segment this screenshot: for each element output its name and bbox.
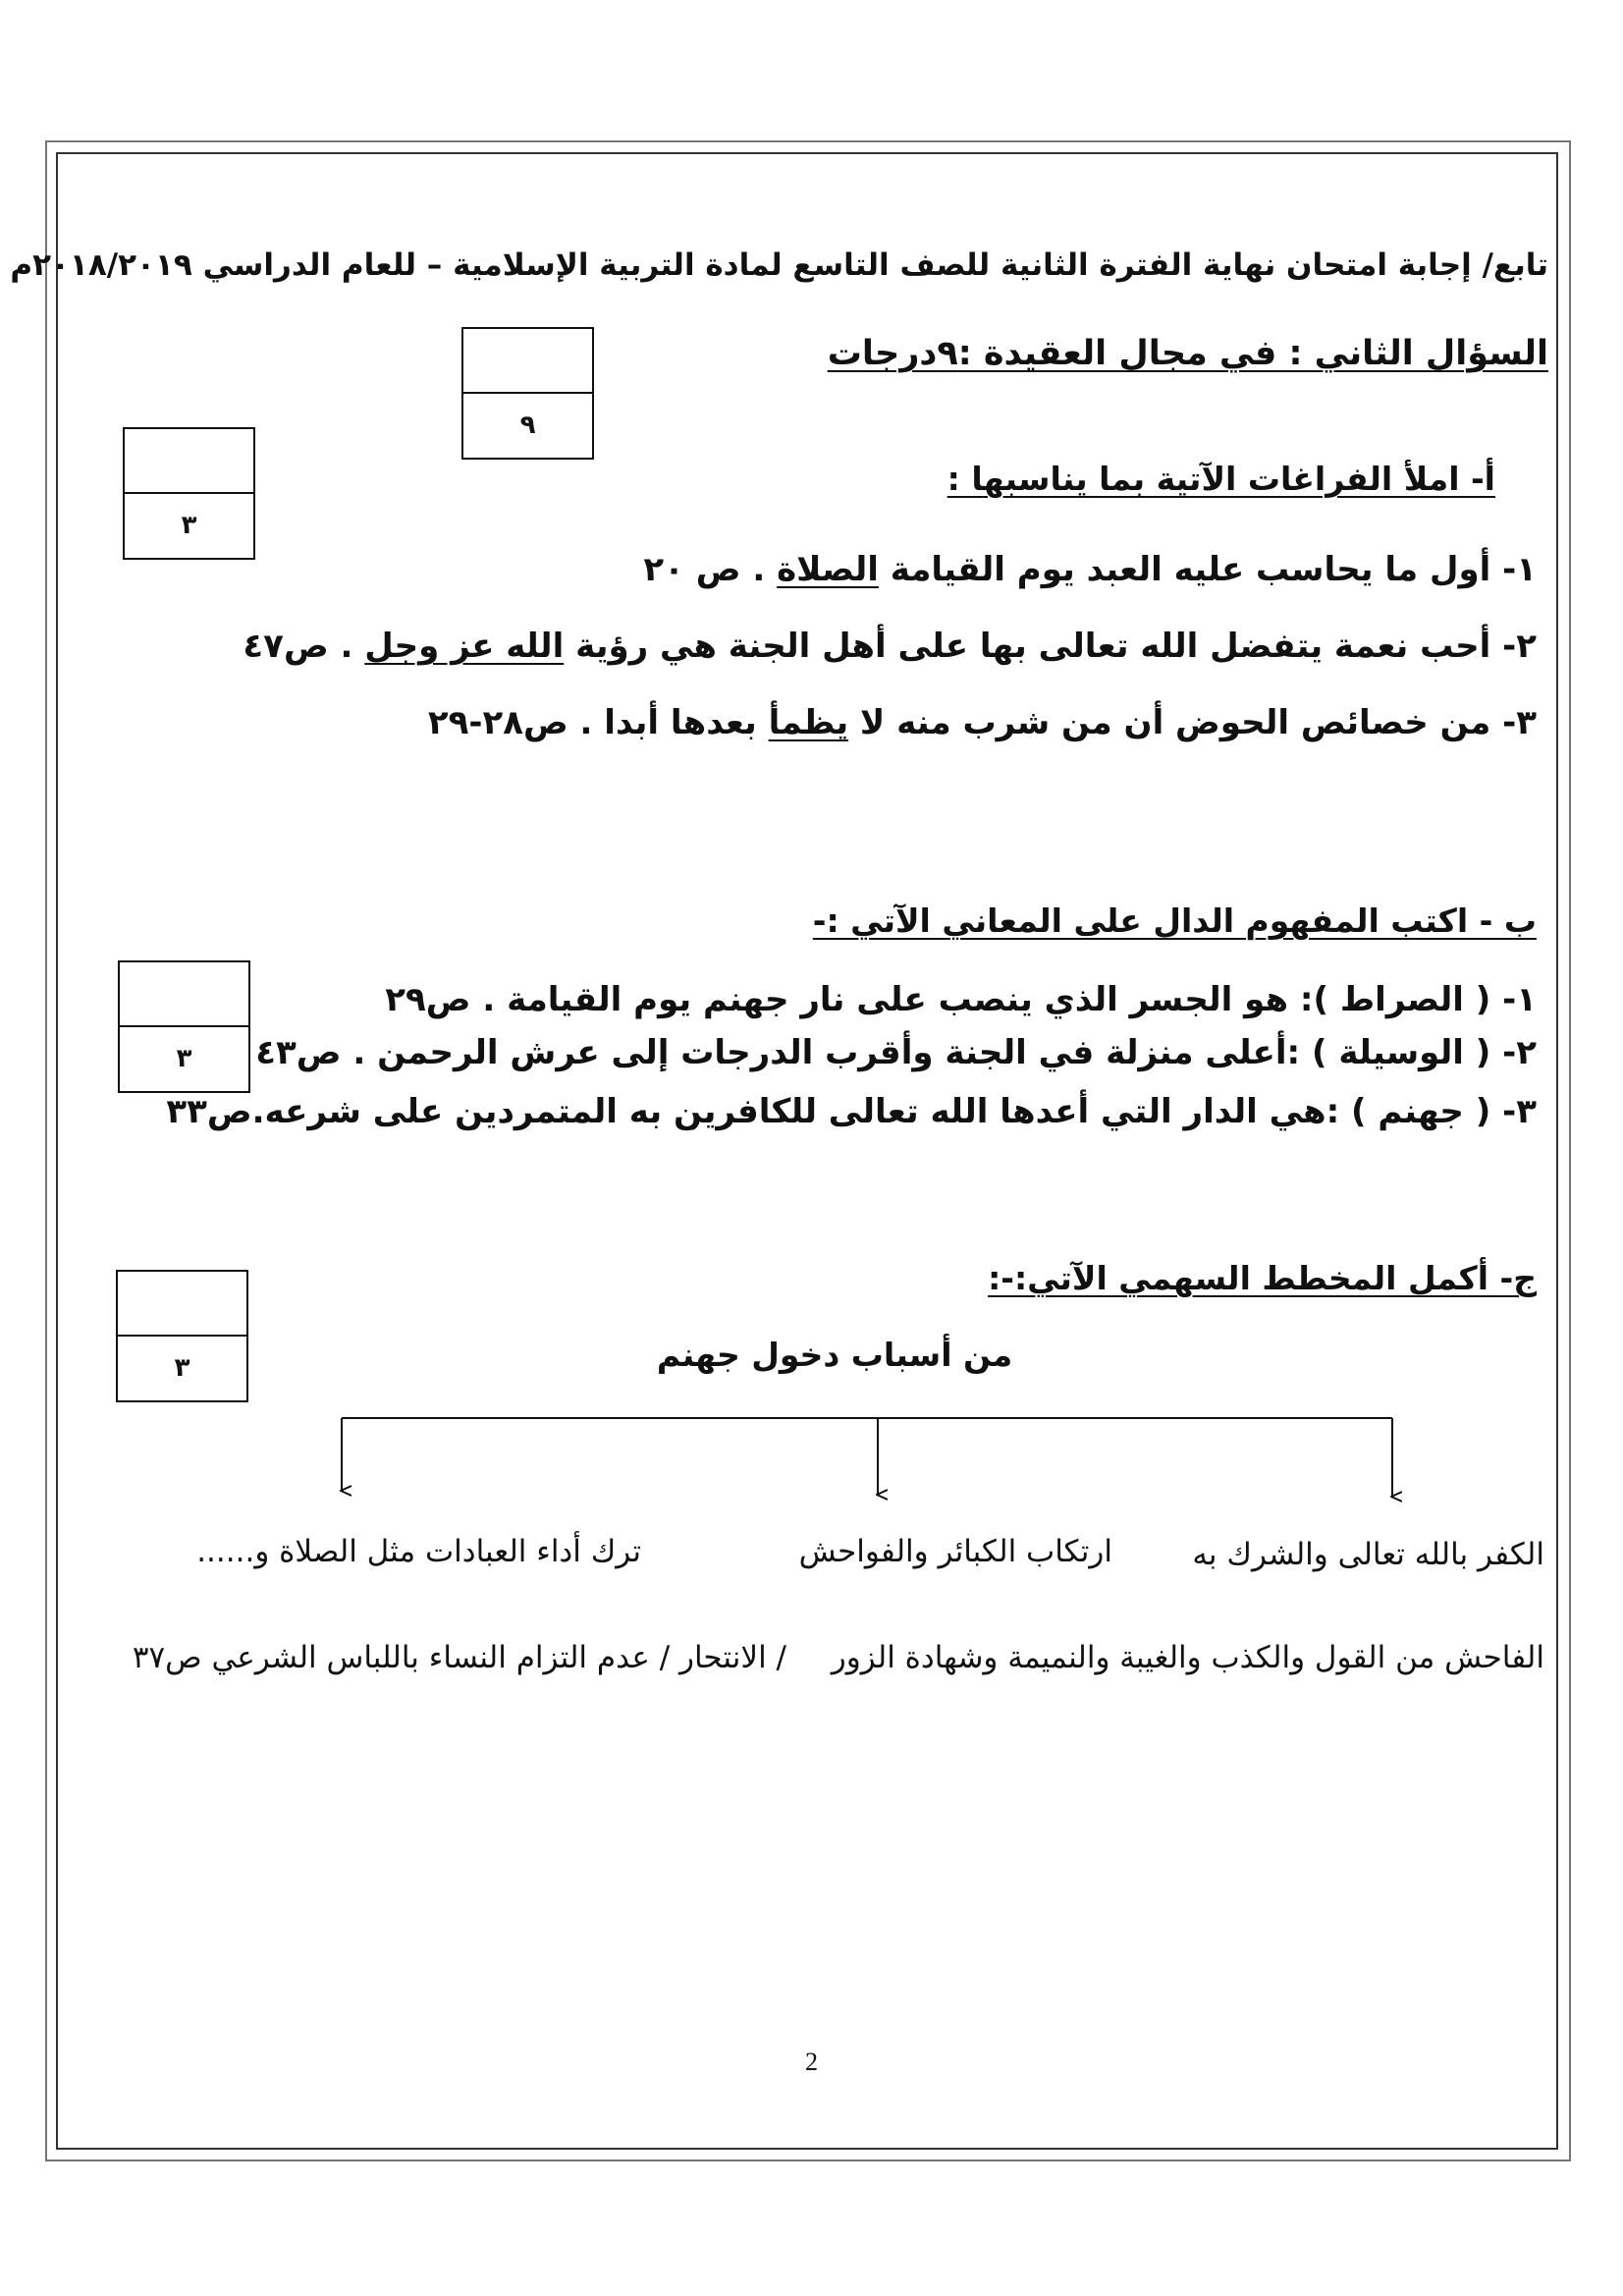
part-a-score-value: ٣ [181, 511, 197, 541]
question-title: السؤال الثاني : في مجال العقيدة :٩درجات [827, 334, 1548, 373]
part-b-item-3: ٣- ( جهنم ) :هي الدار التي أعدها الله تعالى للكافرين به المتمردين على شرعه.ص٣٣ [166, 1092, 1537, 1131]
total-score-value: ٩ [519, 410, 536, 441]
item-2-answer: الله عز وجل [364, 627, 565, 666]
item-3-text: ٣- من خصائص الحوض أن من شرب منه لا [848, 703, 1537, 742]
item-3-answer: يظمأ [768, 703, 849, 742]
part-b-score-value: ٣ [176, 1044, 192, 1074]
item-1-answer: الصلاة [777, 550, 879, 589]
item-2-ref: . ص٤٧ [243, 627, 365, 666]
diagram-branch-2: ارتكاب الكبائر والفواحش [798, 1534, 1112, 1569]
diagram-note-right: الفاحش من القول والكذب والغيبة والنميمة وشهادة الزور [831, 1640, 1544, 1675]
part-b-title: ب - اكتب المفهوم الدال على المعاني الآتي :- [812, 902, 1537, 940]
document-header: تابع/ إجابة امتحان نهاية الفترة الثانية للصف التاسع لمادة التربية الإسلامية – للعام الدراسي ٢٠١٨/٢٠١٩م [10, 247, 1548, 283]
item-1-text: ١- أول ما يحاسب عليه العبد يوم القيامة [878, 550, 1537, 589]
part-c-score-value: ٣ [174, 1353, 190, 1384]
diagram-root-label: من أسباب دخول جهنم [656, 1336, 1013, 1374]
diagram-branch-3: ترك أداء العبادات مثل الصلاة و...... [196, 1534, 641, 1569]
item-2-text: ٢- أحب نعمة يتفضل الله تعالى بها على أهل الجنة هي رؤية [564, 627, 1537, 666]
item-3-ref: بعدها أبدا . ص٢٨-٢٩ [427, 703, 769, 742]
diagram-branch-1: الكفر بالله تعالى والشرك به [1192, 1537, 1544, 1572]
part-b-item-1: ١- ( الصراط ): هو الجسر الذي ينصب على نار جهنم يوم القيامة . ص٢٩ [385, 980, 1537, 1019]
page-number: 2 [805, 2048, 818, 2076]
part-a-title: أ- املأ الفراغات الآتية بما يناسبها : [947, 460, 1495, 498]
item-1-ref: . ص ٢٠ [643, 550, 778, 589]
diagram-note-left: / الانتحار / عدم التزام النساء باللباس الشرعي ص٣٧ [132, 1640, 786, 1675]
part-c-title: ج- أكمل المخطط السهمي الآتي:-: [988, 1259, 1537, 1297]
part-b-item-2: ٢- ( الوسيلة ) :أعلى منزلة في الجنة وأقرب الدرجات إلى عرش الرحمن . ص٤٣ [255, 1033, 1537, 1072]
